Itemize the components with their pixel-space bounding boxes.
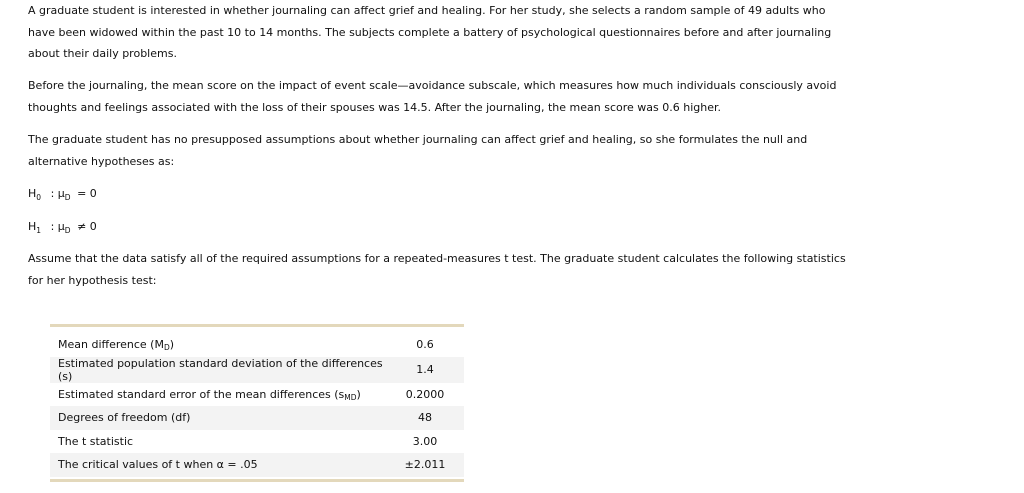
null-hypothesis-mu: μ [57,187,65,200]
table-row [50,383,464,407]
alternative-hypothesis [28,216,97,238]
alt-hypothesis-mu: μ [57,220,65,233]
stat-value: 0.6 [416,338,434,352]
table-row [50,406,464,430]
alt-hypothesis-relation: ≠ [77,220,87,233]
intro-paragraph-3: The graduate student has no presupposed assumptions about whether journaling can affect grief and healing, so she formulates the null and alternative hypotheses as: [28,133,808,168]
statistics-table-container [50,324,464,482]
stat-label: Estimated population standard deviation of the differences (s) [50,357,388,383]
stat-value: 1.4 [388,357,464,383]
stat-value: 0.2000 [405,387,445,401]
table-row [50,430,464,454]
null-hypothesis-symbol: H [28,187,37,200]
stat-label: Mean difference (MD) [58,338,175,353]
intro-paragraph-2: Before the journaling, the mean score on the impact of event scale—avoidance subscale, which measures how much individuals consciously avoid thoughts and feelings associated with the loss of their spouses was 14.5. After the journaling, the mean score was 0.6 higher. [28,79,837,114]
intro-paragraph-4: Assume that the data satisfy all of the required assumptions for a repeated-measures t test. The graduate student calculates the following statistics for her hypothesis test: [28,252,846,287]
alt-hypothesis-mu-subscript: D [64,226,71,235]
alt-hypothesis-colon: : [50,220,55,233]
table-row [50,453,464,477]
null-hypothesis-subscript: 0 [36,193,42,202]
stat-value: ±2.011 [388,453,464,477]
table-row [50,333,464,357]
stat-label: Degrees of freedom (df) [50,406,388,430]
statistics-table [50,333,464,477]
alt-hypothesis-symbol: H [28,220,37,233]
null-hypothesis-relation: = [77,187,87,200]
stat-value: 3.00 [412,434,438,448]
null-hypothesis-colon: : [50,187,55,200]
stat-label: The t statistic [58,434,134,448]
alt-hypothesis-value: 0 [89,220,97,233]
intro-paragraph-1: A graduate student is interested in whether journaling can affect grief and healing. For her study, she selects a random sample of 49 adults who have been widowed within the past 10 to 14 months. The subjects complete a battery of psychological questionnaires before and after journaling about their daily problems. [28,4,832,60]
stat-value: 48 [388,406,464,430]
null-hypothesis-mu-subscript: D [64,193,71,202]
null-hypothesis-value: 0 [89,187,97,200]
table-row [50,357,464,383]
null-hypothesis [28,183,97,205]
stat-label: The critical values of t when α = .05 [50,453,388,477]
stat-label: Estimated standard error of the mean differences (sMD) [58,387,361,402]
alt-hypothesis-subscript: 1 [36,226,42,235]
